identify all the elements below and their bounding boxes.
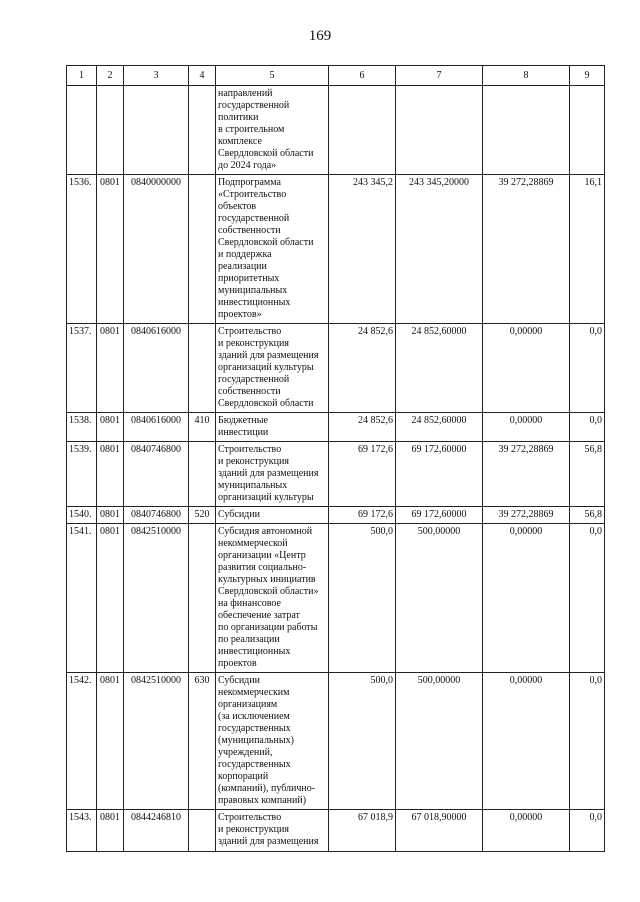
planned-amount: 24 852,6 (329, 324, 396, 413)
item-name: Строительство и реконструкция зданий для размещения организаций культуры государственной собственности Свердловской области (216, 324, 329, 413)
column-header: 2 (97, 66, 124, 86)
item-name: Субсидия автономной некоммерческой организации «Центр развития социально- культурных инициатив Свердловской области» на финансовое обеспечение затрат по организации работы по реализации инвестиционных проектов (216, 524, 329, 673)
execution-percent: 0,0 (570, 524, 605, 673)
executed-amount: 39 272,28869 (483, 442, 570, 507)
execution-percent: 0,0 (570, 324, 605, 413)
column-header: 5 (216, 66, 329, 86)
column-header: 6 (329, 66, 396, 86)
section-code: 0801 (97, 524, 124, 673)
execution-percent (570, 86, 605, 175)
row-number: 1538. (67, 413, 97, 442)
target-code: 0840746800 (124, 442, 189, 507)
expense-type: 410 (189, 413, 216, 442)
target-code: 0840616000 (124, 413, 189, 442)
item-name: Бюджетные инвестиции (216, 413, 329, 442)
row-number (67, 86, 97, 175)
executed-amount: 0,00000 (483, 673, 570, 810)
section-code (97, 86, 124, 175)
executed-amount: 0,00000 (483, 524, 570, 673)
execution-percent: 16,1 (570, 175, 605, 324)
planned-amount (329, 86, 396, 175)
row-number: 1541. (67, 524, 97, 673)
column-header: 3 (124, 66, 189, 86)
executed-amount (483, 86, 570, 175)
table-header-row (67, 66, 605, 86)
section-code: 0801 (97, 175, 124, 324)
section-code: 0801 (97, 507, 124, 524)
expense-type (189, 524, 216, 673)
table-row (67, 507, 605, 524)
page-number: 169 (308, 28, 332, 44)
planned-amount: 500,0 (329, 673, 396, 810)
approved-amount: 500,00000 (396, 673, 483, 810)
row-number: 1536. (67, 175, 97, 324)
execution-percent: 0,0 (570, 810, 605, 852)
row-number: 1539. (67, 442, 97, 507)
target-code: 0840000000 (124, 175, 189, 324)
row-number: 1542. (67, 673, 97, 810)
executed-amount: 39 272,28869 (483, 507, 570, 524)
execution-percent: 0,0 (570, 673, 605, 810)
row-number: 1537. (67, 324, 97, 413)
expense-type (189, 810, 216, 852)
planned-amount: 24 852,6 (329, 413, 396, 442)
approved-amount (396, 86, 483, 175)
executed-amount: 0,00000 (483, 324, 570, 413)
approved-amount: 500,00000 (396, 524, 483, 673)
planned-amount: 69 172,6 (329, 442, 396, 507)
column-header: 9 (570, 66, 605, 86)
item-name: направлений государственной политики в строительном комплексе Свердловской области до 2024 года» (216, 86, 329, 175)
row-number: 1540. (67, 507, 97, 524)
table-row (67, 442, 605, 507)
approved-amount: 24 852,60000 (396, 413, 483, 442)
approved-amount: 24 852,60000 (396, 324, 483, 413)
table-row (67, 86, 605, 175)
item-name: Субсидии (216, 507, 329, 524)
section-code: 0801 (97, 810, 124, 852)
expense-type (189, 324, 216, 413)
table-row (67, 810, 605, 852)
expense-type (189, 86, 216, 175)
column-header: 4 (189, 66, 216, 86)
target-code: 0842510000 (124, 524, 189, 673)
column-header: 7 (396, 66, 483, 86)
expense-type: 520 (189, 507, 216, 524)
executed-amount: 0,00000 (483, 413, 570, 442)
expense-type (189, 175, 216, 324)
target-code (124, 86, 189, 175)
executed-amount: 39 272,28869 (483, 175, 570, 324)
planned-amount: 69 172,6 (329, 507, 396, 524)
column-header: 1 (67, 66, 97, 86)
expense-type (189, 442, 216, 507)
section-code: 0801 (97, 324, 124, 413)
approved-amount: 67 018,90000 (396, 810, 483, 852)
approved-amount: 69 172,60000 (396, 507, 483, 524)
execution-percent: 56,8 (570, 442, 605, 507)
item-name: Субсидии некоммерческим организациям (за исключением государственных (муниципальных) учреждений, государственных корпораций (компаний), публично- правовых компаний) (216, 673, 329, 810)
table-row (67, 175, 605, 324)
section-code: 0801 (97, 413, 124, 442)
expense-type: 630 (189, 673, 216, 810)
execution-percent: 56,8 (570, 507, 605, 524)
planned-amount: 67 018,9 (329, 810, 396, 852)
table-row (67, 413, 605, 442)
item-name: Строительство и реконструкция зданий для размещения (216, 810, 329, 852)
target-code: 0842510000 (124, 673, 189, 810)
approved-amount: 69 172,60000 (396, 442, 483, 507)
table-row (67, 673, 605, 810)
item-name: Строительство и реконструкция зданий для размещения муниципальных организаций культуры (216, 442, 329, 507)
executed-amount: 0,00000 (483, 810, 570, 852)
target-code: 0844246810 (124, 810, 189, 852)
section-code: 0801 (97, 442, 124, 507)
row-number: 1543. (67, 810, 97, 852)
budget-table (66, 65, 605, 852)
target-code: 0840616000 (124, 324, 189, 413)
planned-amount: 500,0 (329, 524, 396, 673)
table-row (67, 324, 605, 413)
approved-amount: 243 345,20000 (396, 175, 483, 324)
planned-amount: 243 345,2 (329, 175, 396, 324)
table-row (67, 524, 605, 673)
target-code: 0840746800 (124, 507, 189, 524)
execution-percent: 0,0 (570, 413, 605, 442)
column-header: 8 (483, 66, 570, 86)
item-name: Подпрограмма «Строительство объектов государственной собственности Свердловской области и поддержка реализации приоритетных муниципальных инвестиционных проектов» (216, 175, 329, 324)
section-code: 0801 (97, 673, 124, 810)
